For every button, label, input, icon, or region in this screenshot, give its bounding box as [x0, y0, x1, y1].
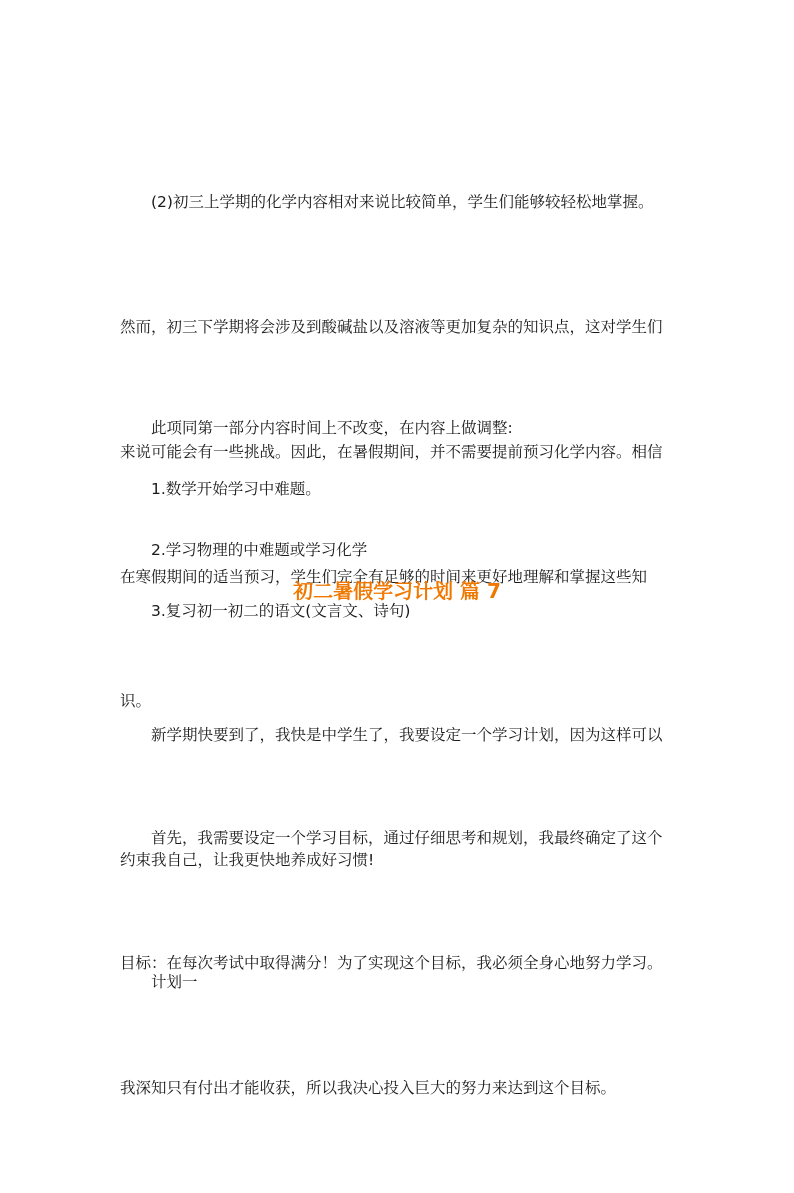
paragraph-line: 识。	[120, 692, 152, 711]
paragraph-line: 计划一	[151, 973, 198, 992]
paragraph-line: 来说可能会有一些挑战。因此，在暑假期间，并不需要提前预习化学内容。相信	[120, 442, 663, 461]
paragraph-line: (2)初三上学期的化学内容相对来说比较简单，学生们能够较轻松地掌握。	[151, 193, 654, 212]
paragraph-line: 约束我自己，让我更快地养成好习惯!	[120, 850, 375, 869]
list-item-text: 2.学习物理的中难题或学习化学	[151, 541, 368, 560]
section-heading: 初二暑假学习计划 篇 7	[293, 579, 501, 603]
paragraph-line: 目标：在每次考试中取得满分！为了实现这个目标，我必须全身心地努力学习。	[120, 953, 663, 972]
paragraph-line: 然而，初三下学期将会涉及到酸碱盐以及溶液等更加复杂的知识点，这对学生们	[120, 317, 663, 336]
paragraph-line: 新学期快要到了，我快是中学生了，我要设定一个学习计划，因为这样可以	[151, 726, 663, 745]
paragraph-line: 此项同第一部分内容时间上不改变，在内容上做调整:	[151, 419, 513, 438]
paragraph-line: 我深知只有付出才能收获，所以我决心投入巨大的努力来达到这个目标。	[120, 1078, 617, 1097]
paragraph-plan-one	[120, 879, 676, 1087]
list-item-text: 3.复习初一初二的语文(文言文、诗句)	[151, 602, 411, 621]
paragraph-line: 首先，我需要设定一个学习目标，通过仔细思考和规划，我最终确定了这个	[151, 829, 663, 848]
list-item-text: 1.数学开始学习中难题。	[151, 480, 321, 499]
paragraph-line: 在寒假期间的适当预习，学生们完全有足够的时间来更好地理解和掌握这些知	[120, 567, 648, 586]
